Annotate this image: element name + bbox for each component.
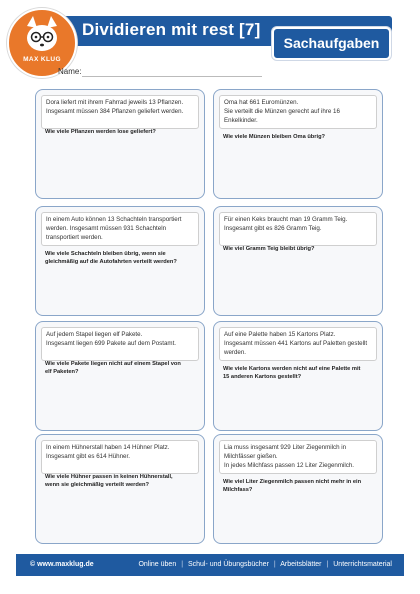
task-statement (41, 327, 199, 361)
statement-line: In jedes Milchfass passen 12 Liter Ziegenmilch. (224, 461, 355, 469)
question-line: Wie viele Kartons werden nicht auf eine Palette mit (223, 366, 361, 372)
question-line: Milchfass? (223, 487, 253, 494)
footer-separator: | (181, 561, 184, 568)
task-question (45, 360, 198, 376)
footer-link-material[interactable]: Unterrichtsmaterial (333, 561, 392, 568)
statement-line: Dora liefert mit ihrem Fahrrad jeweils 13 Pflanzen. (46, 99, 184, 106)
task-statement (41, 440, 199, 474)
statement-line: Insgesamt müssen 441 Kartons auf Paletten gestellt (224, 339, 368, 347)
footer-links (138, 561, 392, 568)
question-line: gleichmäßig auf die Autofahrten verteilt werden? (45, 259, 177, 266)
task-question (223, 365, 376, 381)
logo-text: MAX KLUG (23, 56, 61, 63)
answer-area[interactable] (220, 270, 376, 310)
task-question (223, 133, 376, 141)
question-line: wenn sie gleichmäßig verteilt werden? (45, 482, 149, 489)
question-line: 15 anderen Kartons gestellt? (223, 374, 302, 381)
footer-link-worksheets[interactable]: Arbeitsblätter (280, 561, 322, 568)
footer (16, 554, 404, 576)
statement-line: transportiert werden. (46, 233, 103, 241)
task-statement (41, 212, 199, 246)
answer-area[interactable] (220, 498, 376, 538)
answer-area[interactable] (220, 153, 376, 193)
statement-line: werden. Insgesamt müssen 931 Schachteln (46, 224, 167, 232)
worksheet-title: Dividieren mit rest [7] (82, 20, 261, 39)
task-question (45, 250, 198, 266)
statement-line: Auf jedem Stapel liegen elf Pakete. (46, 331, 143, 338)
task-statement (219, 212, 377, 246)
statement-line: Insgesamt gibt es 826 Gramm Teig. (224, 224, 322, 232)
statement-line: Sie verteilt die Münzen gerecht auf ihre 16 (224, 107, 340, 115)
task-question (223, 245, 376, 253)
task-card (35, 206, 205, 316)
task-card (35, 321, 205, 431)
question-line: Wie viele Münzen bleiben Oma übrig? (223, 134, 326, 140)
question-line: Wie viele Pakete liegen nicht auf einem Stapel von (45, 361, 181, 367)
footer-separator: | (273, 561, 276, 568)
statement-line: Insgesamt liegen 699 Pakete auf dem Postamt. (46, 339, 177, 347)
task-question (45, 473, 198, 489)
question-line: Wie viele Pflanzen werden lose geliefert? (45, 129, 156, 135)
statement-line: Insgesamt gibt es 614 Hühner. (46, 452, 130, 460)
task-card (213, 434, 383, 544)
question-line: elf Paketen? (45, 369, 79, 376)
task-card (35, 89, 205, 199)
statement-line: Insgesamt müssen 384 Pflanzen geliefert werden. (46, 107, 184, 115)
statement-line: Enkelkinder. (224, 116, 258, 124)
footer-site-link[interactable]: © www.maxklug.de (30, 561, 94, 568)
statement-line: Milchfässer gießen. (224, 452, 278, 460)
task-statement (219, 440, 377, 474)
name-line (82, 76, 262, 77)
question-line: Wie viel Gramm Teig bleibt übrig? (223, 246, 315, 252)
answer-area[interactable] (42, 498, 198, 538)
statement-line: Für einen Keks braucht man 19 Gramm Teig. (224, 216, 348, 223)
statement-line: Oma hat 661 Euromünzen. (224, 99, 299, 106)
statement-line: werden. (224, 348, 247, 356)
footer-link-books[interactable]: Schul- und Übungsbücher (187, 561, 269, 568)
question-line: Wie viele Schachteln bleiben übrig, wenn sie (45, 251, 166, 257)
task-statement (41, 95, 199, 129)
name-label: Name: (58, 67, 82, 76)
footer-separator: | (326, 561, 329, 568)
question-line: Wie viel Liter Ziegenmilch passen nicht mehr in ein (223, 479, 362, 485)
task-question (223, 478, 376, 494)
task-statement (219, 95, 377, 129)
task-statement (219, 327, 377, 361)
statement-line: In einem Hühnerstall haben 14 Hühner Platz. (46, 444, 170, 451)
task-card (213, 321, 383, 431)
task-question (45, 128, 198, 136)
answer-area[interactable] (220, 385, 376, 425)
category-badge: Sachaufgaben (272, 27, 391, 60)
question-line: Wie viele Hühner passen in keinen Hühnerstall, (45, 474, 173, 480)
answer-area[interactable] (42, 153, 198, 193)
answer-area[interactable] (42, 270, 198, 310)
statement-line: Auf eine Palette haben 15 Kartons Platz. (224, 331, 336, 338)
footer-link-online[interactable]: Online üben (138, 561, 177, 568)
statement-line: In einem Auto können 13 Schachteln transportiert (46, 216, 182, 223)
task-card (35, 434, 205, 544)
answer-area[interactable] (42, 385, 198, 425)
task-card (213, 206, 383, 316)
statement-line: Lia muss insgesamt 929 Liter Ziegenmilch in (224, 444, 347, 451)
task-card (213, 89, 383, 199)
